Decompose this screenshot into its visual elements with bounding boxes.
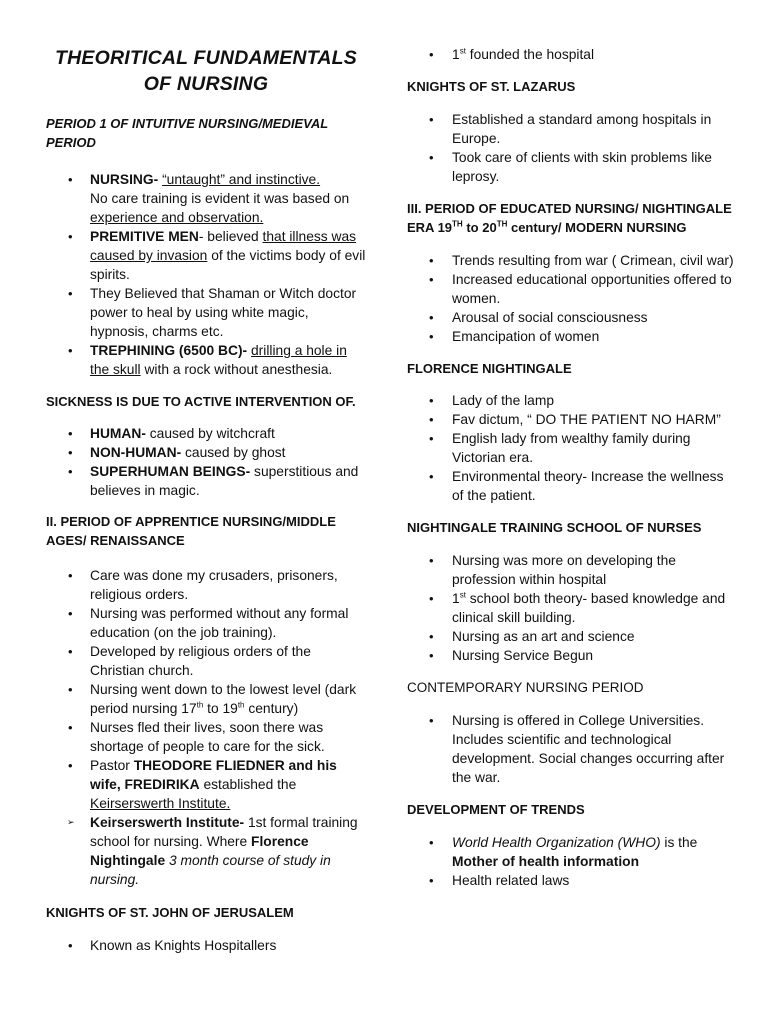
- left-column: [46, 0, 366, 955]
- list-item: [46, 680, 366, 718]
- list-item: • Environmental theory- Increase the wellness of the patient.: [407, 467, 737, 505]
- list-item: [46, 424, 366, 443]
- superscript: th: [237, 700, 245, 710]
- institute-text: 1st formal training school for nursing. Where: [90, 815, 358, 849]
- dark-period-text-2: to 19: [203, 701, 238, 716]
- list-item: [407, 45, 737, 64]
- list-item: • English lady from wealthy family during Victorian era.: [407, 429, 737, 467]
- list-item: • Care was done my crusaders, prisoners, religious orders.: [46, 566, 366, 604]
- list-item: [46, 462, 366, 500]
- premitive-text: - believed: [198, 229, 263, 244]
- school-text: school both theory- based knowledge and clinical skill building.: [452, 591, 726, 625]
- founded-text: founded the hospital: [465, 47, 595, 62]
- nonhuman-label: NON-HUMAN-: [90, 445, 182, 460]
- trephining-label: TREPHINING (6500 BC)-: [90, 343, 248, 358]
- list-item: [46, 227, 366, 284]
- period3-heading: [407, 199, 737, 237]
- document-title: [46, 45, 366, 97]
- list-item: • Fav dictum, “ DO THE PATIENT NO HARM”: [407, 410, 737, 429]
- superscript: th: [196, 700, 204, 710]
- contemporary-heading: CONTEMPORARY NURSING PERIOD: [407, 680, 644, 695]
- list-item: • Arousal of social consciousness: [407, 308, 737, 327]
- list-item: [46, 756, 366, 813]
- list-item: [46, 813, 366, 889]
- superscript: TH: [496, 219, 508, 229]
- title-line-2: OF NURSING: [143, 73, 269, 95]
- list-item: • Health related laws: [407, 871, 737, 890]
- list-item: • Nursing as an art and science: [407, 627, 737, 646]
- trephining-text: with a rock without anesthesia.: [140, 362, 333, 377]
- list-item: • They Believed that Shaman or Witch doctor power to heal by using white magic, hypnosis, charms etc.: [46, 284, 366, 341]
- period3-text: III. PERIOD OF EDUCATED NURSING/ NIGHTINGALE ERA 19: [407, 201, 732, 235]
- dark-period-text: Nursing went down to the lowest level (dark period nursing 17: [90, 682, 357, 716]
- contemporary-list: [407, 711, 737, 787]
- period3-list: [407, 251, 737, 346]
- period3-text-2: to 20: [462, 220, 497, 235]
- list-item: • Nurses fled their lives, soon there was shortage of people to care for the sick.: [46, 718, 366, 756]
- institute-name: Keirserswerth Institute.: [90, 796, 231, 811]
- human-label: HUMAN-: [90, 426, 146, 441]
- institute-label: Keirserswerth Institute-: [90, 815, 245, 830]
- list-item: • Developed by religious orders of the Christian church.: [46, 642, 366, 680]
- knights-john-heading: KNIGHTS OF ST. JOHN OF JERUSALEM: [46, 905, 294, 920]
- trends-heading: DEVELOPMENT OF TRENDS: [407, 802, 585, 817]
- nonhuman-text: caused by ghost: [181, 445, 286, 460]
- school-heading: NIGHTINGALE TRAINING SCHOOL OF NURSES: [407, 520, 702, 535]
- superhuman-text: superstitious and believes in magic.: [90, 464, 359, 498]
- list-item: [407, 833, 737, 871]
- trends-list: [407, 833, 737, 890]
- list-item: • Nursing Service Begun: [407, 646, 737, 665]
- trephining-underlined: drilling a hole in the skull: [90, 343, 347, 377]
- list-item: • Nursing was performed without any formal education (on the job training).: [46, 604, 366, 642]
- florence-heading: FLORENCE NIGHTINGALE: [407, 361, 572, 376]
- school-list: [407, 551, 737, 665]
- superscript: st: [459, 46, 466, 56]
- premitive-label: PREMITIVE MEN: [90, 229, 199, 244]
- list-item: • Increased educational opportunities offered to women.: [407, 270, 737, 308]
- period1-heading: PERIOD 1 OF INTUITIVE NURSING/MEDIEVAL PERIOD: [46, 116, 328, 150]
- list-item: [46, 443, 366, 462]
- period2-heading: II. PERIOD OF APPRENTICE NURSING/MIDDLE AGES/ RENAISSANCE: [46, 514, 336, 548]
- who-text: is the: [660, 835, 698, 850]
- superhuman-label: SUPERHUMAN BEINGS-: [90, 464, 251, 479]
- sickness-list: [46, 424, 366, 500]
- florence-name: Florence Nightingale: [90, 834, 309, 868]
- premitive-underlined: that illness was caused by invasion: [90, 229, 357, 263]
- who-title: Mother of health information: [452, 854, 640, 869]
- list-item: • Nursing was more on developing the profession within hospital: [407, 551, 737, 589]
- list-item: • Nursing is offered in College Universities. Includes scientific and technological development. Social changes occurring after the war.: [407, 711, 737, 787]
- lazarus-list: [407, 110, 737, 186]
- lazarus-heading: KNIGHTS OF ST. LAZARUS: [407, 79, 576, 94]
- right-column: [407, 0, 737, 890]
- list-item: • Lady of the lamp: [407, 391, 737, 410]
- knights-john-list-continued: [407, 45, 737, 64]
- nursing-quote: “untaught” and instinctive.: [162, 172, 321, 187]
- list-item: • Trends resulting from war ( Crimean, civil war): [407, 251, 737, 270]
- list-item: • Established a standard among hospitals in Europe.: [407, 110, 737, 148]
- premitive-text-2: of the victims body of evil spirits.: [90, 248, 366, 282]
- fliedner-names: THEODORE FLIEDNER and his wife, FREDIRIKA: [90, 758, 337, 792]
- nursing-line-2: No care training is evident it was based on: [90, 191, 350, 206]
- list-item: • Emancipation of women: [407, 327, 737, 346]
- superscript: st: [459, 590, 466, 600]
- human-text: caused by witchcraft: [145, 426, 275, 441]
- ordinal-number: 1: [452, 47, 460, 62]
- course-text: 3 month course of study in nursing.: [90, 853, 331, 887]
- nursing-line-3: experience and observation.: [90, 210, 264, 225]
- title-line-1: THEORITICAL FUNDAMENTALS: [55, 47, 357, 69]
- established-text: established the: [199, 777, 297, 792]
- superscript: TH: [452, 219, 463, 229]
- list-item: • Took care of clients with skin problems like leprosy.: [407, 148, 737, 186]
- list-item: • Known as Knights Hospitallers: [46, 936, 366, 955]
- ordinal-number: 1: [452, 591, 460, 606]
- florence-list: [407, 391, 737, 505]
- pastor-text: Pastor: [90, 758, 134, 773]
- list-item: [46, 170, 366, 227]
- period3-text-3: century/ MODERN NURSING: [507, 220, 687, 235]
- period2-list: [46, 566, 366, 889]
- nursing-label: NURSING-: [90, 172, 159, 187]
- list-item: [46, 341, 366, 379]
- list-item: [407, 589, 737, 627]
- dark-period-text-3: century): [244, 701, 299, 716]
- sickness-heading: SICKNESS IS DUE TO ACTIVE INTERVENTION OF.: [46, 394, 356, 409]
- period1-list: [46, 170, 366, 379]
- who-name: World Health Organization (WHO): [452, 835, 661, 850]
- knights-john-list: [46, 936, 366, 955]
